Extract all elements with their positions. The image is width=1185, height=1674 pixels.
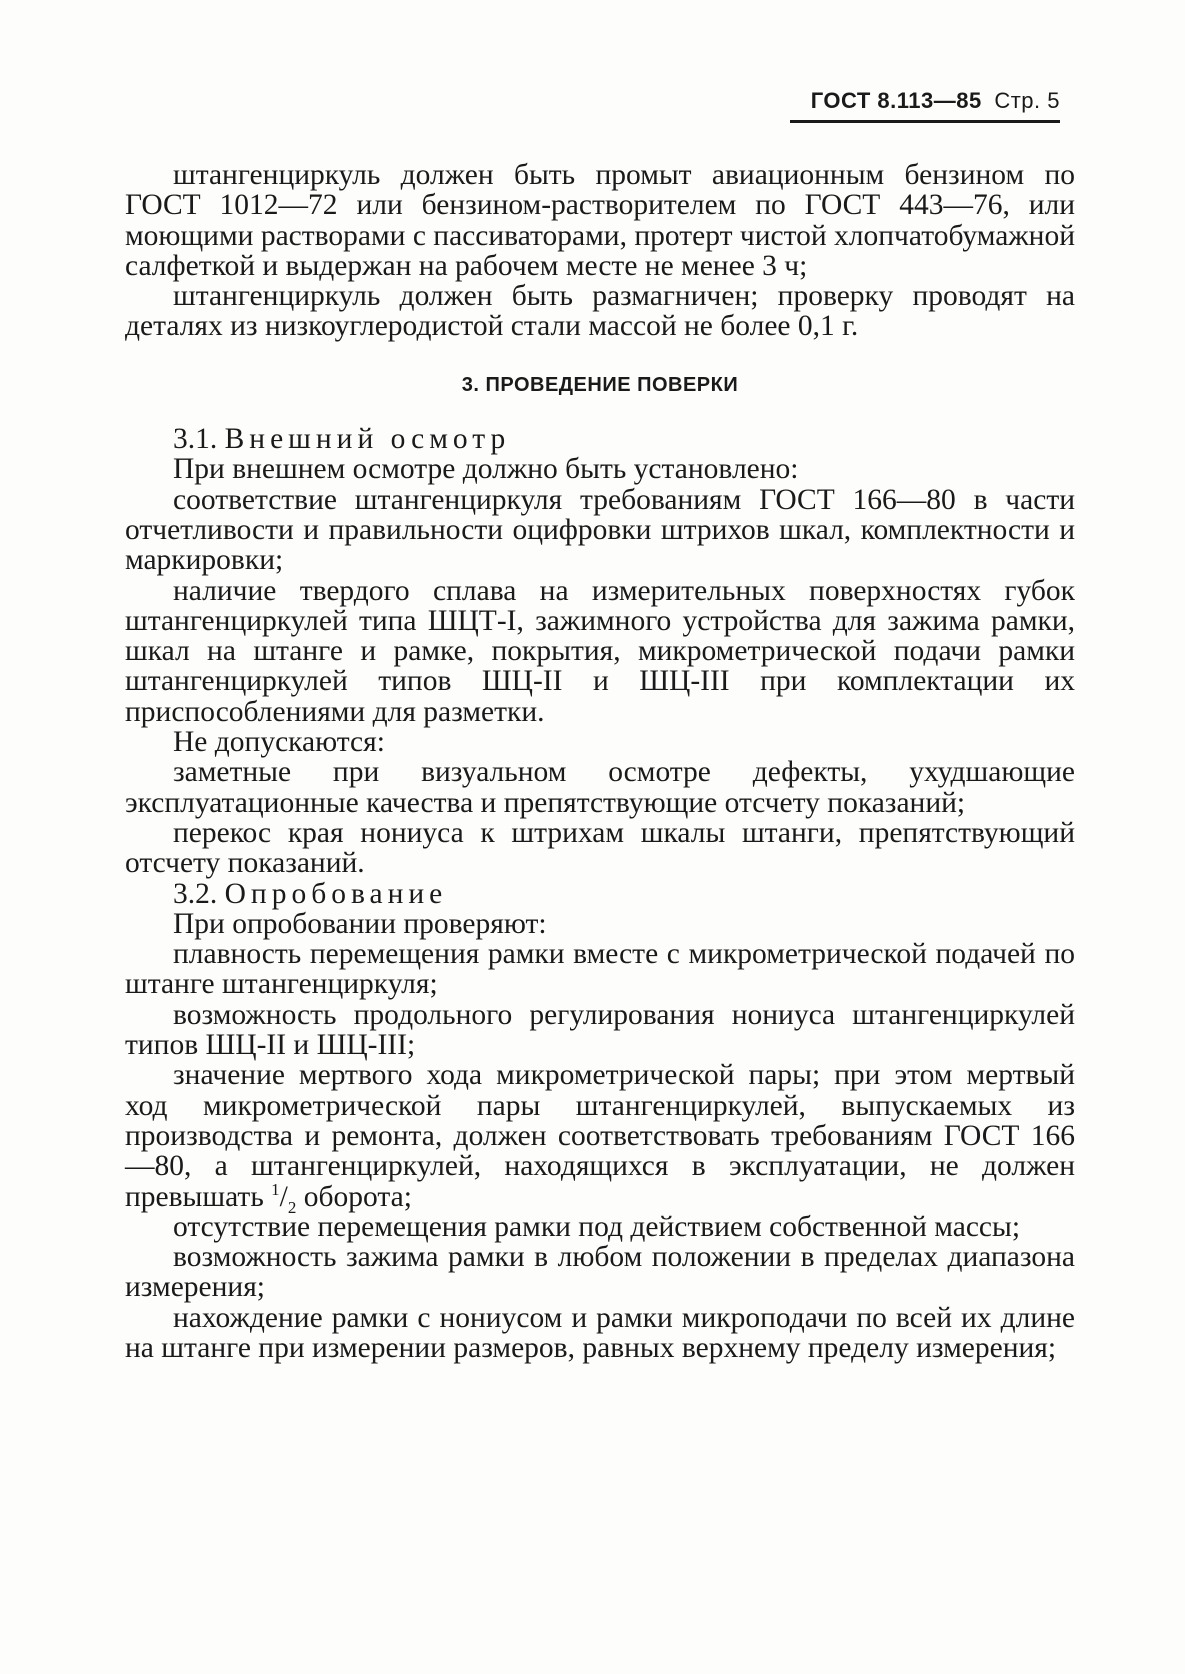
subsection-title (125, 879, 1075, 909)
paragraph: возможность зажима рамки в любом положении в пределах диапазона измерения; (125, 1241, 1075, 1304)
fraction-denominator: 2 (287, 1197, 297, 1217)
paragraph: нахождение рамки с нониусом и рамки микроподачи по всей их длине на штанге при измерении размеров, равных верхнему пределу измерения; (125, 1301, 1075, 1364)
page-number: Стр. 5 (994, 88, 1060, 113)
paragraph: соответствие штангенциркуля требованиям ГОСТ 166—80 в части отчетливости и правильности оцифровки штрихов шкал, комплектности и маркировки; (125, 483, 1075, 577)
paragraph: Не допускаются: (173, 726, 385, 759)
paragraph: возможность продольного регулирования нониуса штангенциркулей типов ШЦ-II и ШЦ-III; (125, 998, 1075, 1062)
paragraph: При опробовании проверяют: (173, 907, 547, 940)
section-heading: 3. ПРОВЕДЕНИЕ ПОВЕРКИ (461, 373, 739, 396)
paragraph: штангенциркуль должен быть промыт авиационным бензином по ГОСТ 1012—72 или бензином-растворителем по ГОСТ 443—76, или моющими растворами с пассиваторами, протерт чистой хлопчатобумажной салфеткой и выдержан на рабочем месте не менее 3 ч; (125, 159, 1075, 282)
document-body (125, 160, 1075, 1363)
paragraph: плавность перемещения рамки вместе с микрометрической подачей по штанге штангенциркуля; (125, 938, 1075, 1001)
subsection-number: 3.1. (173, 423, 218, 456)
subsection-name: Внешний осмотр (224, 423, 511, 456)
paragraph: наличие твердого сплава на измерительных поверхностях губок штангенциркулей типа ШЦТ-I, зажимного устройства для зажима рамки, шкал на штанге и рамке, покрытия, микрометрической подачи рамки штангенциркулей типов ШЦ-II и ШЦ-III при комплектации их приспособлениями для разметки. (125, 574, 1075, 728)
subsection-number: 3.2. (173, 877, 218, 910)
fraction-numerator: 1 (271, 1179, 280, 1199)
paragraph: штангенциркуль должен быть размагничен; проверку проводят на деталях из низкоуглеродистой стали массой не более 0,1 г. (125, 280, 1075, 343)
subsection-name: Опробование (224, 877, 448, 910)
paragraph: значение мертвого хода микрометрической пары; при этом мертвый ход микрометрической пары штангенциркулей, выпускаемых из производства и ремонта, должен соответствовать требованиям ГОСТ 166—80, а штангенциркулей, находящихся в эксплуатации, не должен превышать $^1/_2$ оборота; (125, 1059, 1075, 1217)
paragraph-text: значение мертвого хода микрометрической пары; при этом мертвый ход микрометрической пары штангенциркулей, выпускаемых из производства и ремонта, должен соответствовать требованиям ГОСТ 166—80, а штангенциркулей, находящихся в эксплуатации, не должен превышать (125, 1059, 1075, 1213)
paragraph: перекос края нониуса к штрихам шкалы штанги, препятствующий отсчету показаний. (125, 816, 1075, 880)
page-header (790, 88, 1060, 123)
paragraph: отсутствие перемещения рамки под действием собственной массы; (173, 1210, 1021, 1243)
paragraph: При внешнем осмотре должно быть установлено: (173, 453, 799, 486)
document-id: ГОСТ 8.113—85 (810, 88, 982, 113)
paragraph-text: оборота; (296, 1180, 412, 1213)
paragraph: заметные при визуальном осмотре дефекты, ухудшающие эксплуатационные качества и препятствующие отсчету показаний; (125, 756, 1075, 819)
subsection-title (125, 424, 1075, 454)
